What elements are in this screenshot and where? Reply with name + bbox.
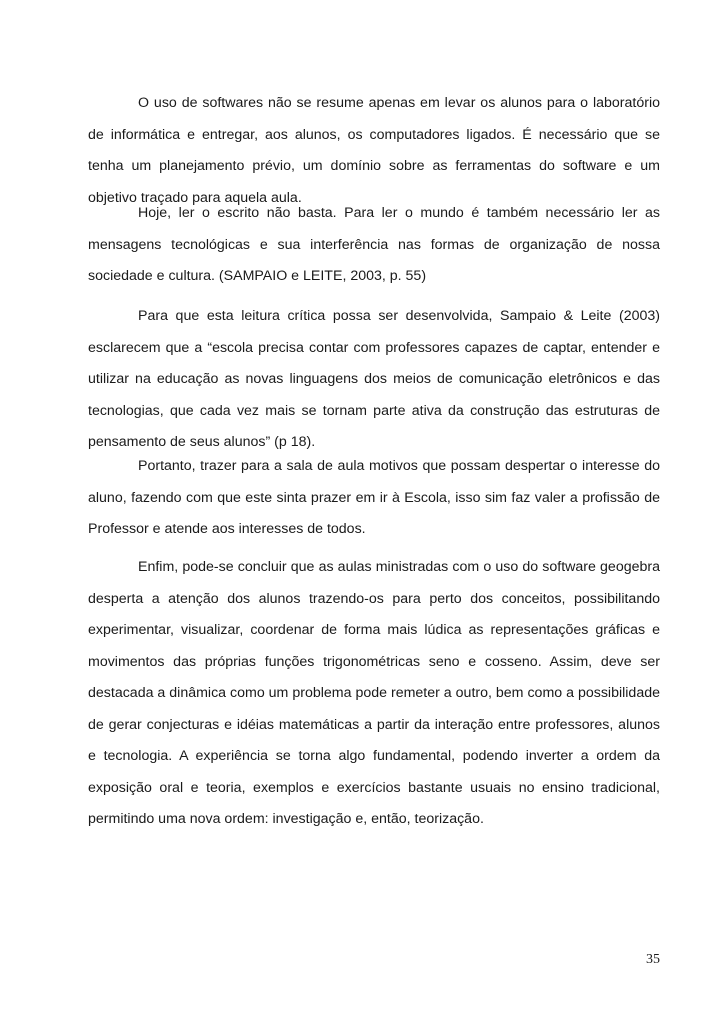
citation-quote	[88, 198, 660, 293]
paragraph-2-text: Para que esta leitura crítica possa ser desenvolvida, Sampaio & Leite (2003) esclarecem que a “escola precisa contar com professores capazes de captar, entender e utilizar na educação as novas linguagens dos meios de comunicação eletrônicos e das tecnologias, que cada vez mais se tornam parte ativa da construção das estruturas de pensamento de seus alunos” (p 18).	[88, 308, 660, 450]
paragraph-4-text: Enfim, pode-se concluir que as aulas ministradas com o uso do software geogebra desperta a atenção dos alunos trazendo-os para perto dos conceitos, possibilitando experimentar, visualizar, coordenar de forma mais lúdica as representações gráficas e movimentos das próprias funções trigonométricas seno e cosseno. Assim, deve ser destacada a dinâmica como um problema pode remeter a outro, bem como a possibilidade de gerar conjecturas e idéias matemáticas a partir da interação entre professores, alunos e tecnologia. A experiência se torna algo fundamental, podendo inverter a ordem da exposição oral e teoria, exemplos e exercícios bastante usuais no ensino tradicional, permitindo uma nova ordem: investigação e, então, teorização.	[88, 559, 660, 827]
paragraph-3-text: Portanto, trazer para a sala de aula motivos que possam despertar o interesse do aluno, fazendo com que este sinta prazer em ir à Escola, isso sim faz valer a profissão de Professor e atende aos interesses de todos.	[88, 458, 660, 537]
paragraph-4	[88, 552, 660, 836]
paragraph-1-text: O uso de softwares não se resume apenas em levar os alunos para o laboratório de informática e entregar, aos alunos, os computadores ligados. É necessário que se tenha um planejamento prévio, um domínio sobre as ferramentas do software e um objetivo traçado para aquela aula.	[88, 95, 660, 206]
citation-quote-text: Hoje, ler o escrito não basta. Para ler o mundo é também necessário ler as mensagens tecnológicas e sua interferência nas formas de organização de nossa sociedade e cultura. (SAMPAIO e LEITE, 2003, p. 55)	[88, 205, 660, 284]
page-number: 35	[646, 952, 660, 967]
paragraph-2	[88, 301, 660, 459]
paragraph-1	[88, 88, 660, 214]
paragraph-3	[88, 451, 660, 546]
